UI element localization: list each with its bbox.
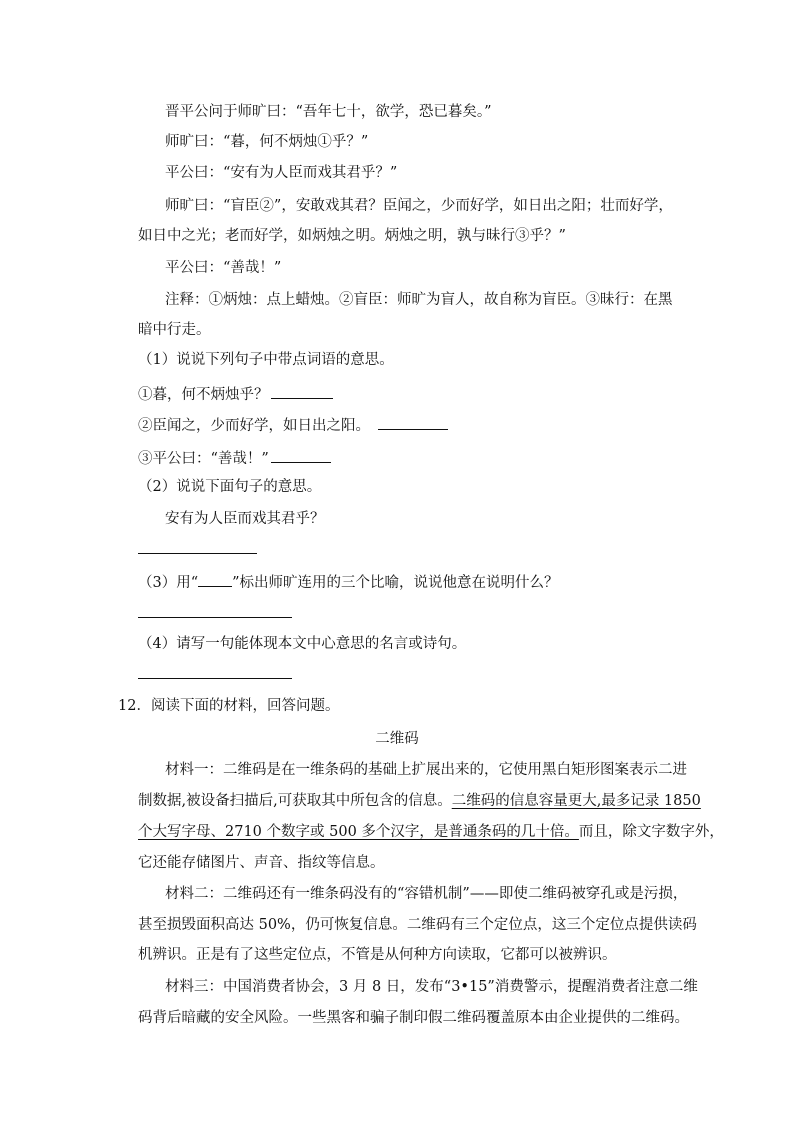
underlined-text: 个大写字母、2710 个数字或 500 多个汉字，是普通条码的几十倍。 [138,824,579,840]
mark-blank [198,571,232,587]
material-3-line: 码背后暗藏的安全风险。一些黑客和骗子制印假二维码覆盖原本由企业提供的二维码。 [138,1010,689,1026]
underlined-text: 二维码的信息容量更大,最多记录 1850 [451,793,701,809]
question-1c-text: ③平公曰：“善哉！” [138,451,269,467]
passage-line: 如日中之光；老而好学，如炳烛之明。炳烛之明，孰与昧行③乎？” [138,228,566,244]
passage-line: 平公曰：“善哉！” [165,260,282,276]
passage-line: 师旷曰：“盲臣②”，安敢戏其君？臣闻之，少而好学，如日出之阳；壮而好学， [165,198,673,214]
material-1-text: 而且，除文字数字外， [578,824,724,840]
question-1a [138,383,333,405]
passage-line: 平公曰：“安有为人臣而戏其君乎？” [165,165,398,181]
answer-blank[interactable] [271,383,333,399]
material-1-text: 制数据,被设备扫描后,可获取其中所包含的信息。 [138,793,452,809]
material-3-line: 材料三：中国消费者协会，3 月 8 日，发布“3•15”消费警示，提醒消费者注意二维 [165,979,698,995]
passage-line: 晋平公问于师旷曰：“吾年七十，欲学，恐已暮矣。” [165,104,492,120]
question-1a-text: ①暮，何不炳烛乎？ [138,387,269,403]
footnote-line: 暗中行走。 [138,322,211,338]
question-1c [138,447,331,469]
question-1b [138,414,448,436]
material-2-line: 材料二：二维码还有一维条码没有的“容错机制”——即使二维码被穿孔或是污损， [165,886,688,902]
question-3-post: ”标出师旷连用的三个比喻，说说他意在说明什么？ [232,575,559,591]
question-1: （1）说说下列句子中带点词语的意思。 [138,352,394,368]
question-3-pre: （3）用“ [138,575,199,591]
item-12-heading: 12．阅读下面的材料，回答问题。 [118,698,340,714]
question-4: （4）请写一句能体现本文中心意思的名言或诗句。 [138,636,467,652]
question-3 [138,571,559,593]
material-1-line: 它还能存储图片、声音、指纹等信息。 [138,855,385,871]
article-title: 二维码 [375,731,419,747]
answer-blank[interactable] [271,447,331,463]
passage-line: 师旷曰：“暮，何不炳烛①乎？” [165,134,369,150]
question-1b-text: ②臣闻之，少而好学，如日出之阳。 [138,418,370,434]
material-1-line [138,822,724,842]
answer-line[interactable] [138,617,292,618]
material-1-line: 材料一：二维码是在一维条码的基础上扩展出来的，它使用黑白矩形图案表示二进 [165,762,687,778]
question-2-sentence: 安有为人臣而戏其君乎？ [165,511,325,527]
footnote-line: 注释：①炳烛：点上蜡烛。②盲臣：师旷为盲人，故自称为盲臣。③昧行：在黑 [165,292,673,308]
material-1-line [138,791,701,811]
answer-blank[interactable] [378,414,448,430]
answer-line[interactable] [138,678,292,679]
material-2-line: 甚至损毁面积高达 50%，仍可恢复信息。二维码有三个定位点，这三个定位点提供读码 [138,917,697,933]
material-2-line: 机辨识。正是有了这些定位点，不管是从何种方向读取，它都可以被辨识。 [138,947,617,963]
question-2: （2）说说下面句子的意思。 [138,479,322,495]
answer-line[interactable] [138,553,257,554]
